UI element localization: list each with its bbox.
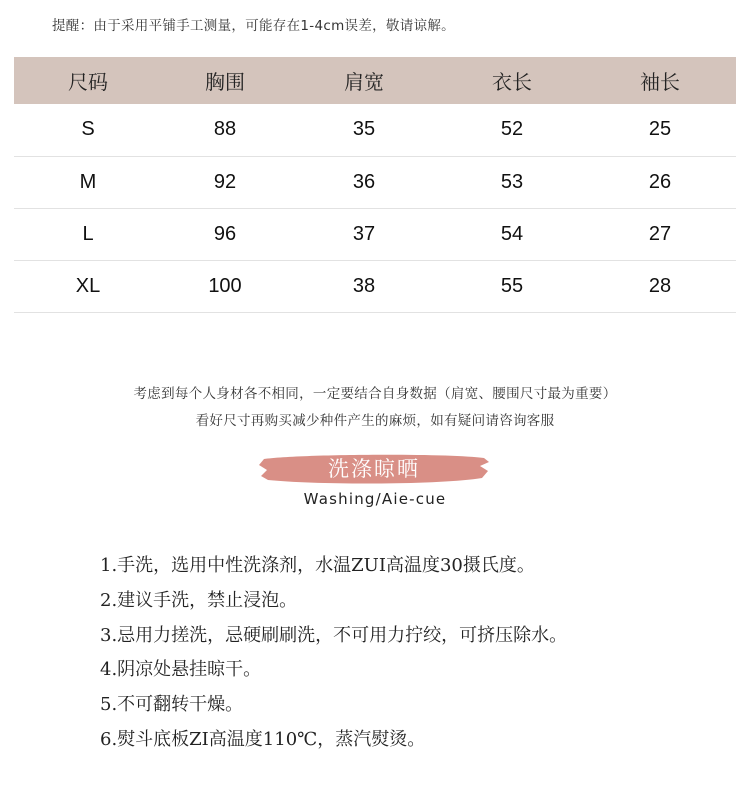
header-chest: 胸围: [162, 57, 288, 104]
table-cell: 54: [440, 208, 584, 260]
table-cell: 35: [288, 104, 440, 156]
table-row: [14, 104, 736, 156]
table-cell: XL: [14, 260, 162, 312]
header-length: 衣长: [440, 57, 584, 104]
header-size: 尺码: [14, 57, 162, 104]
measurement-note: 提醒：由于采用平铺手工测量，可能存在1-4cm误差，敬请谅解。: [52, 18, 455, 34]
table-row: [14, 208, 736, 260]
table-cell: 25: [584, 104, 736, 156]
care-title: 洗涤晾晒: [328, 457, 420, 481]
table-cell: 52: [440, 104, 584, 156]
table-row: [14, 260, 736, 312]
table-cell: 55: [440, 260, 584, 312]
table-cell: 28: [584, 260, 736, 312]
list-item: 4.阴凉处悬挂晾干。: [100, 659, 262, 681]
list-item: 6.熨斗底板ZI高温度110℃，蒸汽熨烫。: [100, 728, 426, 750]
header-sleeve: 袖长: [584, 57, 736, 104]
size-table: [14, 57, 736, 313]
table-cell: 100: [162, 260, 288, 312]
table-cell: 88: [162, 104, 288, 156]
header-shoulder: 肩宽: [288, 57, 440, 104]
table-cell: 53: [440, 156, 584, 208]
table-cell: 37: [288, 208, 440, 260]
care-subtitle: Washing/Aie-cue: [303, 490, 447, 508]
size-table-header-row: [14, 57, 736, 104]
table-cell: 92: [162, 156, 288, 208]
table-cell: M: [14, 156, 162, 208]
table-row: [14, 156, 736, 208]
size-advice-line-2: 看好尺寸再购买减少种件产生的麻烦，如有疑问请咨询客服: [195, 413, 555, 429]
table-cell: 38: [288, 260, 440, 312]
list-item: 2.建议手洗，禁止浸泡。: [100, 589, 298, 611]
table-cell: 96: [162, 208, 288, 260]
table-cell: S: [14, 104, 162, 156]
list-item: 1.手洗，选用中性洗涤剂，水温ZUI高温度30摄氏度。: [100, 555, 535, 576]
care-title-banner: [258, 452, 490, 486]
care-instructions-list: [100, 551, 567, 760]
table-cell: 36: [288, 156, 440, 208]
list-item: 5.不可翻转干燥。: [100, 694, 244, 716]
table-cell: 26: [584, 156, 736, 208]
size-advice-line-1: 考虑到每个人身材各不相同，一定要结合自身数据（肩宽、腰围尺寸最为重要）: [133, 386, 617, 402]
list-item: 3.忌用力搓洗，忌硬刷刷洗，不可用力拧绞，可挤压除水。: [100, 624, 568, 646]
table-cell: L: [14, 208, 162, 260]
table-cell: 27: [584, 208, 736, 260]
